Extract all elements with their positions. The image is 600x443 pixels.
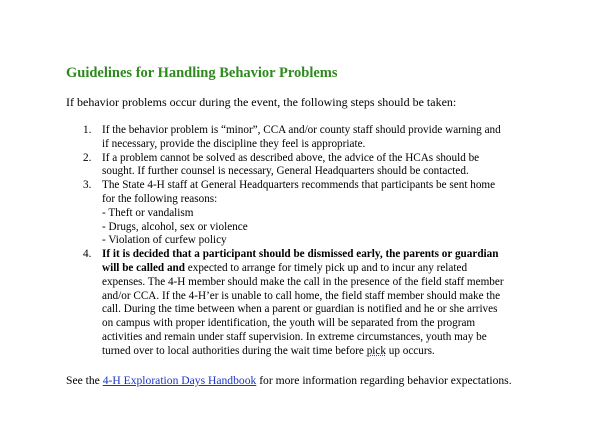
step-text-fragment: turned over to local authorities during the wait time before (102, 344, 367, 357)
step-bold-text: will be called and (102, 261, 185, 274)
step-number: 3. (83, 179, 92, 192)
page-heading: Guidelines for Handling Behavior Problems (66, 65, 338, 81)
handbook-link[interactable]: 4-H Exploration Days Handbook (102, 374, 257, 387)
step-text-line: and/or CCA. If the 4-H’er is unable to call home, the field staff member should make the (102, 289, 501, 302)
step-text-line: If a problem cannot be solved as described above, the advice of the HCAs should be (102, 151, 480, 164)
step-text-line: if necessary, provide the discipline they feel is appropriate. (102, 137, 366, 150)
step-number: 2. (83, 151, 92, 164)
step-text-line (102, 345, 546, 359)
step-text-line: activities and remain under staff supervision. In extreme circumstances, youth may be (102, 330, 487, 343)
step-number: 1. (83, 124, 92, 136)
step-3 (66, 179, 546, 248)
step-bold-text: If it is decided that a participant should be dismissed early, the parents or guardian (102, 248, 499, 261)
step-2 (66, 152, 546, 180)
reason-item: - Violation of curfew policy (102, 234, 227, 247)
footer-paragraph (66, 374, 512, 388)
footer-text: See the (66, 374, 103, 387)
step-text-line: sought. If further counsel is necessary, General Headquarters should be contacted. (102, 165, 469, 178)
step-text-line: expenses. The 4-H member should make the call in the presence of the field staff member (102, 275, 504, 288)
reason-item: - Drugs, alcohol, sex or violence (102, 220, 248, 233)
step-text-fragment: up occurs. (385, 344, 435, 357)
step-text-fragment: expected to arrange for timely pick up and to incur any related (184, 261, 468, 274)
step-text-line: on campus with proper identification, the youth will be separated from the program (102, 317, 476, 330)
spellcheck-marked-word: pick (366, 344, 386, 357)
step-text-line: call. During the time between when a parent or guardian is notified and he or she arrives (102, 303, 498, 316)
step-1 (66, 124, 546, 152)
step-text-line (102, 262, 546, 276)
steps-list (66, 124, 546, 359)
step-4 (66, 248, 546, 358)
step-text-line: If the behavior problem is “minor”, CCA and/or county staff should provide warning and (102, 124, 501, 136)
step-text-line: for the following reasons: (102, 192, 218, 205)
footer-text: for more information regarding behavior expectations. (256, 374, 512, 387)
intro-paragraph: If behavior problems occur during the event, the following steps should be taken: (66, 95, 457, 109)
reason-item: - Theft or vandalism (102, 206, 194, 219)
step-text-line: The State 4-H staff at General Headquarters recommends that participants be sent home (102, 179, 496, 192)
step-number: 4. (83, 248, 92, 261)
